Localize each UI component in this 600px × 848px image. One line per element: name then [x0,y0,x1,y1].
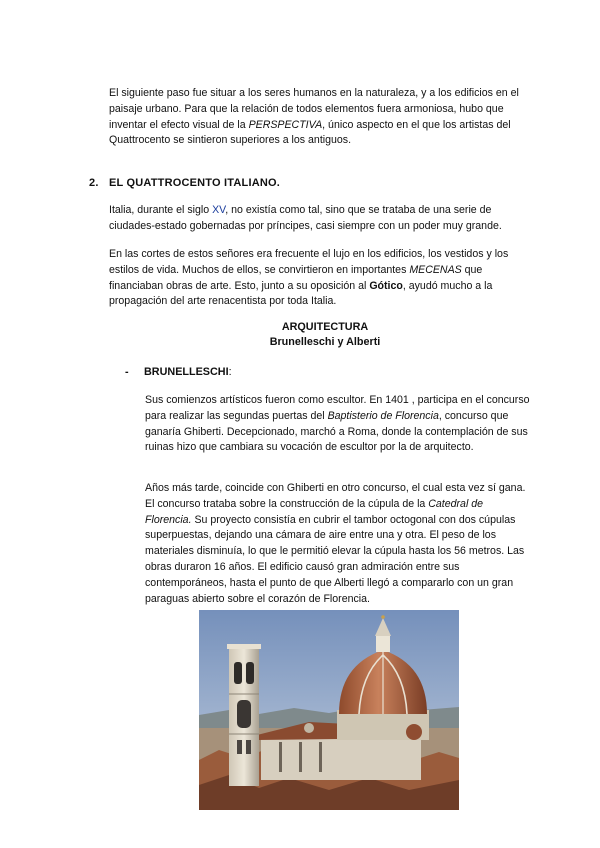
century-link[interactable]: XV [212,204,226,216]
cortes-text-3: , ayudó mucho a la propagación del arte renacentista por toda Italia. [109,279,493,308]
cathedral-nave [261,735,421,780]
cortes-text-1: En las cortes de estos señores era frecuente el lujo en los edificios, los vestidos y los estilos de vida. Muchos de ellos, se convirtieron en importantes [109,248,509,276]
arquitectura-heading: ARQUITECTURA [281,321,369,333]
perspectiva-term: PERSPECTIVA [248,118,323,131]
section-heading [89,177,280,189]
bru2-text-2: Su proyecto consistía en cubrir el tambor octogonal con dos cúpulas superpuestas, dejando una cámara de aire entre una y otra. El peso de los materiales disminuía, lo que le permitió elevar la cúpula hasta los 56 metros. Las obras duraron 16 años. El edificio causó gran admiración entre sus contemporáneos, hasta el punto de que Alberti llegó a compararlo con un gran paraguas abierto sobre el corazón de Florencia. [145,513,525,605]
catedral-term: Catedral de Florencia. [145,497,484,526]
bru2-text-1: Años más tarde, coincide con Ghiberti en otro concurso, el cual esta vez sí gana. El concurso trataba sobre la construcción de la cúpula de la [145,482,526,510]
cortes-text-2: que financiaban obras de arte. Esto, junto a su oposición al [109,263,483,292]
intro-text-1: El siguiente paso fue situar a los seres humanos en la naturaleza, y a los edificios en el paisaje urbano. Para que la relación de todos elementos fuera armoniosa, hubo que inventar el efecto visual de la [109,87,519,131]
florence-cathedral-photo [199,610,459,810]
bullet-dash: - [125,366,129,378]
brunelleschi-paragraph-1 [145,393,530,456]
cortes-paragraph [109,247,529,310]
italia-text-2: , no existía como tal, sino que se trataba de una serie de ciudades-estado gobernadas por príncipes, casi siempre con un poder muy grande. [109,204,502,232]
bru1-text-1: Sus comienzos artísticos fueron como escultor. En 1401 , participa en el concurso para realizar las segundas puertas del [145,394,530,422]
baptisterio-term: Baptisterio de Florencia [327,409,439,422]
italia-text-1: Italia, durante el siglo [109,204,213,216]
brunelleschi-colon: : [228,366,232,378]
mecenas-term: MECENAS [409,263,462,276]
brunelleschi-bullet [125,366,232,378]
bru1-text-2: , concurso que ganaría Ghiberti. Decepcionado, marchó a Roma, donde la contemplación de sus ruinas hizo que cambiara su vocación de escultor por la de arquitecto. [145,409,528,454]
section-number: 2. [89,177,99,189]
brunelleschi-name: BRUNELLESCHI [144,366,229,378]
intro-paragraph [109,86,529,149]
italia-paragraph [109,203,529,235]
gotico-term: Gótico [369,279,403,292]
section-title: EL QUATTROCENTO ITALIANO. [109,177,281,189]
brunelleschi-paragraph-2 [145,481,530,607]
lantern [376,636,390,652]
intro-text-2: , único aspecto en el que los artistas del Quattrocento se sintieron superiores a los antiguos. [109,118,511,147]
arquitectura-subheading: Brunelleschi y Alberti [269,336,381,348]
